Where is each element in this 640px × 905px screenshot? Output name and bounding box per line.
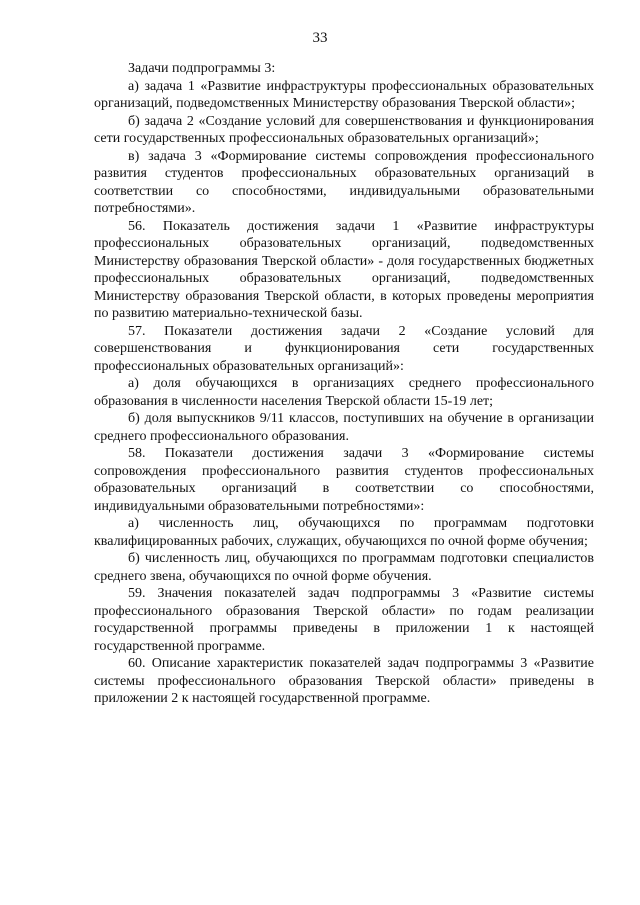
paragraph-task-1: а) задача 1 «Развитие инфраструктуры профессиональных образовательных организаций, подведомственных Министерству образования Тверской области»; [94,78,594,111]
paragraph-58: 58. Показатели достижения задачи 3 «Формирование системы сопровождения профессионального развития студентов профессиональных образовательных организаций в соответствии со способностями, индивидуальными образовательными потребностями»: [94,446,594,514]
paragraph-57-b: б) доля выпускников 9/11 классов, поступивших на обучение в организации среднего профессионального образования. [94,411,594,444]
paragraph-57-a: а) доля обучающихся в организациях среднего профессионального образования в численности населения Тверской области 15-19 лет; [94,376,594,409]
paragraph-56: 56. Показатель достижения задачи 1 «Развитие инфраструктуры профессиональных образовательных организаций, подведомственных Министерству образования Тверской области» - доля государственных бюджетных профессиональных образовательных организаций, подведомственных Министерству образования Тверской области, в которых проведены мероприятия по развитию материально-технической базы. [94,218,594,321]
paragraph-task-3: в) задача 3 «Формирование системы сопровождения профессионального развития студентов профессиональных образовательных организаций в соответствии со способностями, индивидуальными образовательными потребностями». [94,148,594,216]
paragraph-58-a: а) численность лиц, обучающихся по программам подготовки квалифицированных рабочих, служащих, обучающихся по очной форме обучения; [94,516,594,549]
paragraph-task-2: б) задача 2 «Создание условий для совершенствования и функционирования сети государственных профессиональных образовательных организаций»; [94,113,594,146]
document-body [94,60,594,708]
paragraph-58-b: б) численность лиц, обучающихся по программам подготовки специалистов среднего звена, обучающихся по очной форме обучения. [94,551,594,584]
page-number: 33 [312,30,328,46]
paragraph-59: 59. Значения показателей задач подпрограммы 3 «Развитие системы профессионального образования Тверской области» по годам реализации государственной программы приведены в приложении 1 к настоящей государственной программе. [94,586,594,654]
paragraph-57: 57. Показатели достижения задачи 2 «Создание условий для совершенствования и функционирования сети государственных профессиональных образовательных организаций»: [94,323,594,374]
paragraph-60: 60. Описание характеристик показателей задач подпрограммы 3 «Развитие системы профессионального образования Тверской области» приведены в приложении 2 к настоящей государственной программе. [94,656,594,706]
paragraph-subprogram-tasks-heading: Задачи подпрограммы 3: [128,61,276,76]
